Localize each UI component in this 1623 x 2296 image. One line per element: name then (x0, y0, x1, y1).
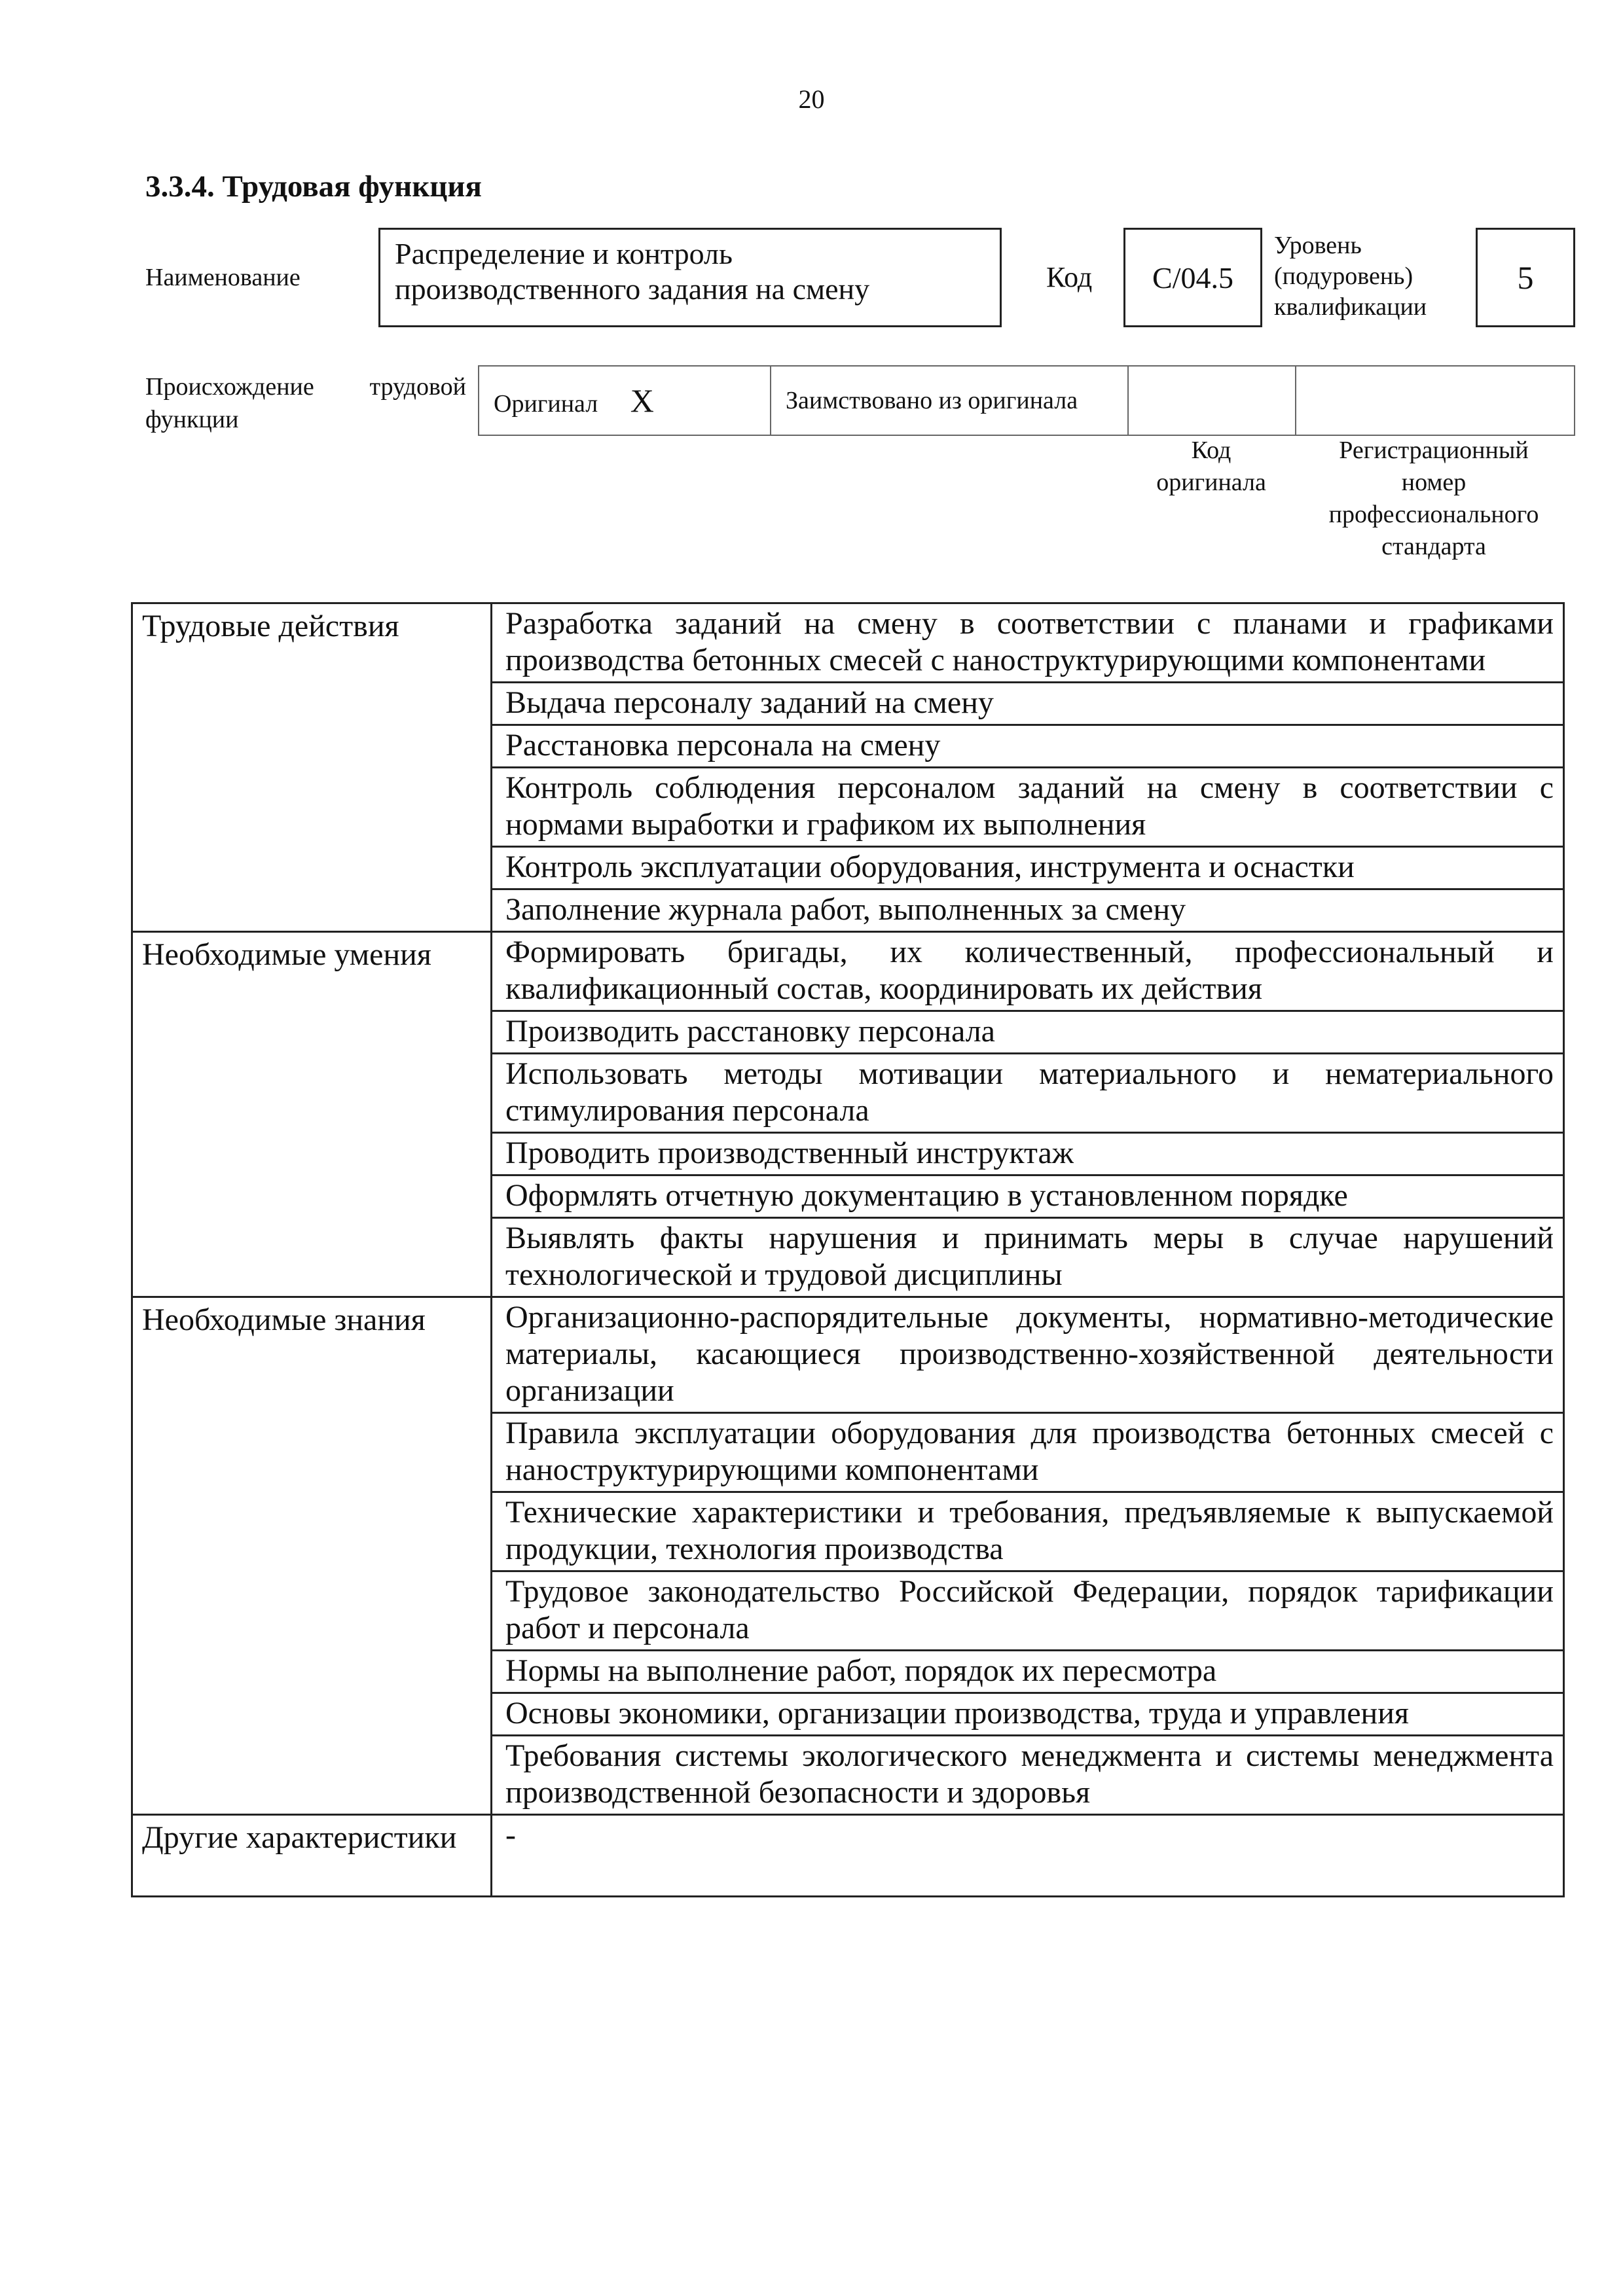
table-cell: - (492, 1815, 1564, 1897)
original-code-caption (1126, 435, 1296, 499)
section-title: 3.3.4. Трудовая функция (145, 170, 482, 204)
level-label (1274, 230, 1427, 323)
table-cell: Выдача персоналу заданий на смену (492, 683, 1564, 725)
table-cell: Оформлять отчетную документацию в установленном порядке (492, 1175, 1564, 1218)
level-label-line: Уровень (1274, 232, 1362, 259)
table-row (132, 1815, 1564, 1897)
borrowed-cell (771, 366, 1128, 435)
table-cell: Расстановка персонала на смену (492, 725, 1564, 768)
caption-line: номер (1401, 469, 1467, 496)
category-cell: Другие характеристики (132, 1815, 492, 1897)
caption-line: Код (1191, 437, 1231, 464)
table-row (132, 603, 1564, 683)
caption-line: профессионального (1328, 501, 1539, 528)
table-cell: Контроль эксплуатации оборудования, инструмента и оснастки (492, 847, 1564, 889)
registration-number-cell (1296, 366, 1575, 435)
original-label: Оригинал (494, 390, 598, 418)
level-label-line: (подуровень) (1274, 262, 1413, 290)
table-cell: Выявлять факты нарушения и принимать меры в случае нарушений технологической и трудовой дисциплины (492, 1218, 1564, 1297)
table-cell: Организационно-распорядительные документы, нормативно-методические материалы, касающиеся производственно-хозяйственной деятельности организации (492, 1297, 1564, 1413)
code-value: C/04.5 (1152, 260, 1233, 295)
table-cell: Нормы на выполнение работ, порядок их пересмотра (492, 1651, 1564, 1693)
original-code-cell (1128, 366, 1296, 435)
table-cell: Заполнение журнала работ, выполненных за смену (492, 889, 1564, 932)
category-cell: Необходимые знания (132, 1297, 492, 1815)
level-value: 5 (1517, 259, 1534, 296)
table-row (132, 1297, 1564, 1413)
borrowed-label: Заимствовано из оригинала (786, 387, 1078, 414)
table-cell: Трудовое законодательство Российской Федерации, порядок тарификации работ и персонала (492, 1571, 1564, 1651)
level-box (1476, 228, 1575, 327)
table-cell: Проводить производственный инструктаж (492, 1133, 1564, 1175)
table-cell: Требования системы экологического менеджмента и системы менеджмента производственной безопасности и здоровья (492, 1736, 1564, 1815)
table-cell: Производить расстановку персонала (492, 1011, 1564, 1054)
table-cell: Формировать бригады, их количественный, профессиональный и квалификационный состав, координировать их действия (492, 932, 1564, 1011)
name-label: Наименование (145, 264, 301, 291)
original-cell (479, 366, 771, 435)
origin-table (478, 365, 1575, 436)
caption-line: оригинала (1156, 469, 1266, 496)
page-number: 20 (798, 84, 825, 114)
table-cell: Правила эксплуатации оборудования для производства бетонных смесей с наноструктурирующими компонентами (492, 1413, 1564, 1492)
category-cell: Трудовые действия (132, 603, 492, 932)
origin-label: Происхождение трудовой функции (145, 373, 466, 433)
code-label: Код (1046, 261, 1093, 293)
table-cell: Контроль соблюдения персоналом заданий на смену в соответствии с нормами выработки и графиком их выполнения (492, 768, 1564, 847)
caption-line: Регистрационный (1339, 437, 1529, 464)
function-name-value: Распределение и контроль производственного задания на смену (395, 237, 870, 306)
table-cell: Использовать методы мотивации материального и нематериального стимулирования персонала (492, 1054, 1564, 1133)
function-details-table (131, 602, 1565, 1897)
registration-number-caption (1290, 435, 1578, 563)
table-cell: Разработка заданий на смену в соответствии с планами и графиками производства бетонных смесей с наноструктурирующими компонентами (492, 603, 1564, 683)
category-cell: Необходимые умения (132, 932, 492, 1297)
original-mark: X (630, 382, 654, 419)
table-cell: Основы экономики, организации производства, труда и управления (492, 1693, 1564, 1736)
table-row (132, 932, 1564, 1011)
code-box (1123, 228, 1262, 327)
table-cell: Технические характеристики и требования, предъявляемые к выпускаемой продукции, технология производства (492, 1492, 1564, 1571)
caption-line: стандарта (1381, 533, 1486, 560)
function-name-box (378, 228, 1002, 327)
level-label-line: квалификации (1274, 293, 1427, 321)
